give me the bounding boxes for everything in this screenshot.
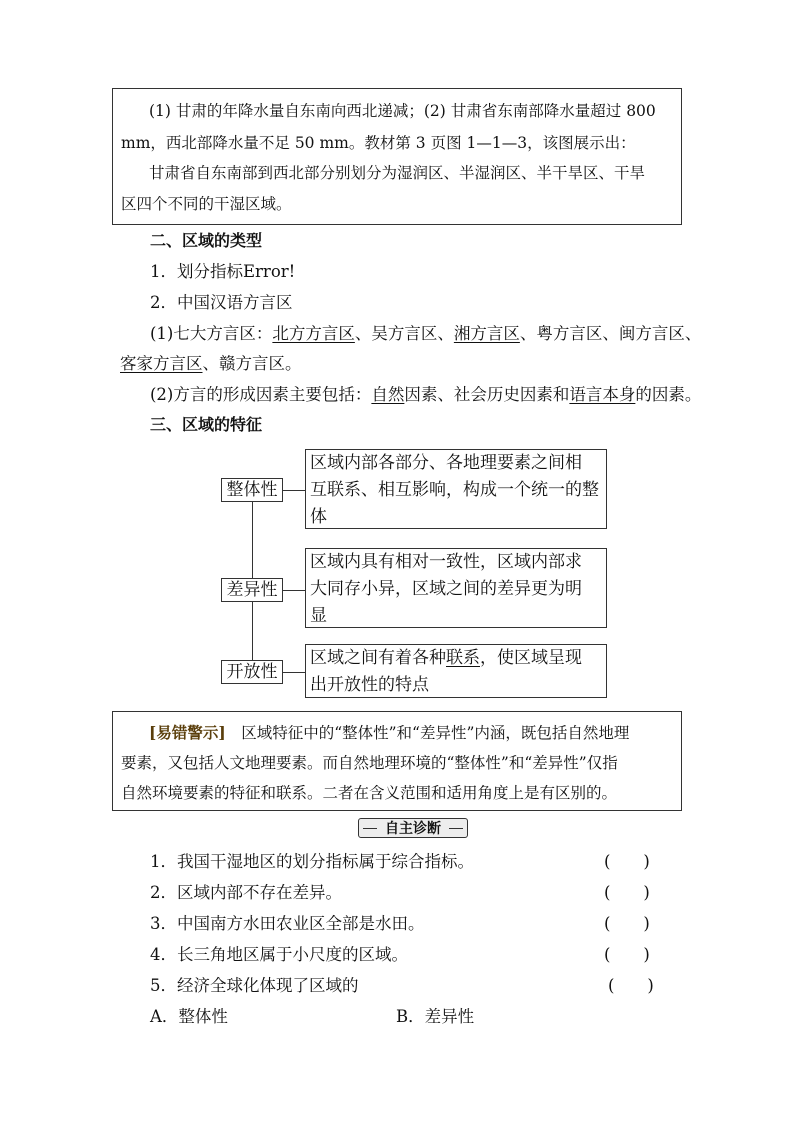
question-5: 5．经济全球化体现了区域的 bbox=[150, 976, 359, 995]
badge-label: 自主诊断 bbox=[385, 821, 441, 837]
node-integrity: 整体性 bbox=[221, 478, 283, 502]
node-openness: 开放性 bbox=[221, 660, 283, 684]
dialect-p1-text-f: 、赣方言区。 bbox=[202, 354, 302, 373]
self-diagnosis-badge bbox=[358, 818, 468, 838]
desc-openness-line-1 bbox=[310, 645, 602, 672]
question-3: 3．中国南方水田农业区全部是水田。 bbox=[150, 914, 425, 933]
desc-integrity-line-3: 体 bbox=[310, 507, 327, 527]
desc-openness bbox=[305, 644, 607, 698]
answer-paren-5[interactable]: ( ) bbox=[608, 976, 654, 995]
question-2: 2．区域内部不存在差异。 bbox=[150, 883, 342, 902]
badge-left-deco bbox=[363, 828, 377, 829]
desc-openness-text-a: 区域之间有着各种 bbox=[310, 648, 446, 668]
top-box-line-3: 甘肃省自东南部到西北部分别划分为湿润区、半湿润区、半干旱区、干旱 bbox=[149, 164, 646, 182]
desc-integrity-line-1: 区域内部各部分、各地理要素之间相 bbox=[310, 453, 582, 473]
answer-paren-3[interactable]: ( ) bbox=[604, 914, 650, 933]
section-3-heading: 三、区域的特征 bbox=[150, 415, 263, 434]
section-2-item-1: 1．划分指标Error! bbox=[150, 262, 296, 281]
desc-integrity-line-2: 互联系、相互影响，构成一个统一的整 bbox=[310, 480, 599, 500]
dialect-paragraph-1 bbox=[150, 320, 701, 344]
warning-line-2: 要素，又包括人文地理要素。而自然地理环境的“整体性”和“差异性”仅指 bbox=[121, 754, 618, 772]
section-2-item-2: 2．中国汉语方言区 bbox=[150, 293, 293, 312]
answer-paren-4[interactable]: ( ) bbox=[604, 945, 650, 964]
dialect-p2-answer-2: 语言本身 bbox=[569, 385, 636, 404]
dialect-p1-prefix: (1)七大方言区： bbox=[150, 324, 273, 343]
dialect-p1-text-d: 、粤方言区、闽方言区、 bbox=[519, 324, 702, 343]
desc-openness-text-b: ，使区域呈现 bbox=[480, 648, 582, 668]
top-box-line-1: (1) 甘肃的年降水量自东南向西北递减；(2) 甘肃省东南部降水量超过 800 bbox=[149, 102, 656, 120]
warning-box bbox=[112, 711, 682, 811]
desc-difference bbox=[305, 548, 607, 628]
connector-integrity bbox=[283, 490, 305, 491]
option-b[interactable]: B．差异性 bbox=[396, 1007, 475, 1026]
dialect-p2-answer-1: 自然 bbox=[371, 385, 405, 404]
dialect-p2-text-b: 因素、社会历史因素和 bbox=[404, 385, 570, 404]
node-difference: 差异性 bbox=[221, 578, 283, 602]
desc-difference-line-1: 区域内具有相对一致性，区域内部求 bbox=[310, 552, 582, 572]
question-4: 4．长三角地区属于小尺度的区域。 bbox=[150, 945, 408, 964]
dialect-p1-answer-1: 北方方言区 bbox=[272, 324, 355, 343]
warning-line-1 bbox=[149, 721, 629, 743]
desc-openness-answer: 联系 bbox=[446, 648, 480, 668]
answer-paren-1[interactable]: ( ) bbox=[604, 852, 650, 871]
warning-line-3: 自然环境要素的特征和联系。二者在含义范围和适用角度上是有区别的。 bbox=[121, 784, 618, 802]
connector-openness bbox=[283, 672, 305, 673]
section-2-heading: 二、区域的类型 bbox=[150, 231, 263, 250]
desc-openness-line-2: 出开放性的特点 bbox=[310, 675, 429, 695]
dialect-paragraph-2 bbox=[150, 381, 701, 405]
warning-tag: [易错警示] bbox=[149, 723, 226, 742]
top-box-line-4: 区四个不同的干湿区域。 bbox=[121, 195, 292, 213]
dialect-p1-answer-2: 湘方言区 bbox=[453, 324, 520, 343]
connector-difference bbox=[283, 590, 305, 591]
warning-line-1-text: 区域特征中的“整体性”和“差异性”内涵，既包括自然地理 bbox=[241, 724, 630, 742]
option-a[interactable]: A．整体性 bbox=[150, 1007, 228, 1026]
top-box-line-2: mm，西北部降水量不足 50 mm。教材第 3 页图 1—1—3，该图展示出： bbox=[121, 134, 636, 152]
desc-difference-line-3: 显 bbox=[310, 606, 327, 626]
answer-paren-2[interactable]: ( ) bbox=[604, 883, 650, 902]
question-1: 1．我国干湿地区的划分指标属于综合指标。 bbox=[150, 852, 474, 871]
dialect-p1-text-b: 、吴方言区、 bbox=[354, 324, 454, 343]
dialect-p1-answer-3: 客家方言区 bbox=[120, 354, 203, 373]
desc-difference-line-2: 大同存小异，区域之间的差异更为明 bbox=[310, 579, 582, 599]
desc-integrity bbox=[305, 449, 607, 529]
dialect-paragraph-1-cont bbox=[120, 350, 302, 374]
badge-right-deco bbox=[449, 828, 463, 829]
dialect-p2-prefix: (2)方言的形成因素主要包括： bbox=[150, 385, 372, 404]
top-info-box bbox=[112, 88, 682, 225]
dialect-p2-text-d: 的因素。 bbox=[635, 385, 702, 404]
